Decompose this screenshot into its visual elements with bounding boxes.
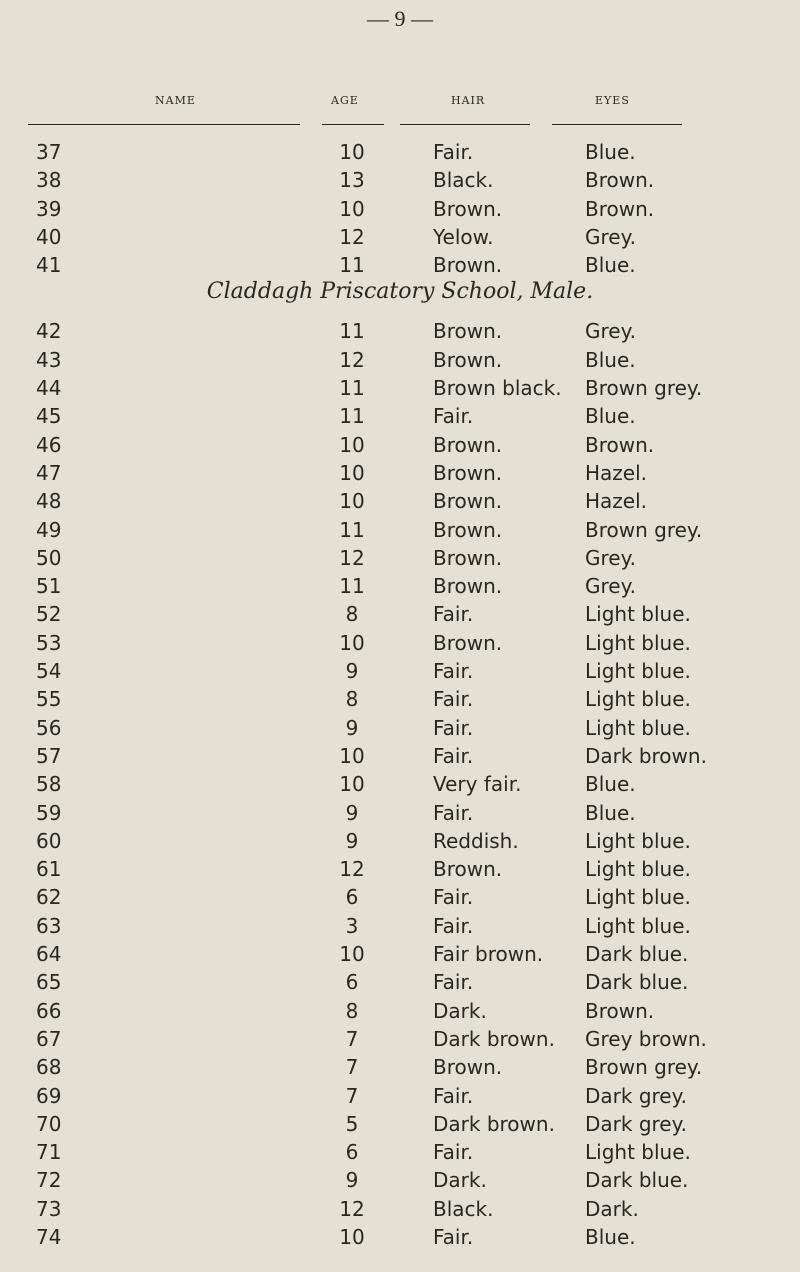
entry-age: 9 — [345, 828, 359, 853]
entry-number: 50 — [36, 545, 62, 570]
entry-age: 10 — [339, 432, 365, 457]
entry-age: 10 — [339, 489, 365, 514]
entry-age: 8 — [345, 602, 359, 627]
table-row — [0, 600, 800, 628]
entry-hair: Fair. — [433, 1083, 474, 1108]
table-row — [0, 1110, 800, 1138]
entry-age: 5 — [345, 1111, 359, 1136]
entry-hair: Brown. — [433, 319, 503, 344]
register-table — [0, 138, 800, 1251]
header-rule-eyes — [552, 124, 682, 125]
table-row — [0, 1138, 800, 1166]
entry-eyes: Light blue. — [585, 828, 691, 853]
entry-hair: Brown. — [433, 857, 503, 882]
entry-number: 66 — [36, 998, 62, 1023]
entry-number: 64 — [36, 942, 62, 967]
entry-hair: Fair brown. — [433, 942, 544, 967]
entry-eyes: Light blue. — [585, 1140, 691, 1165]
table-row — [0, 742, 800, 770]
entry-hair: Fair. — [433, 885, 474, 910]
entry-number: 69 — [36, 1083, 62, 1108]
entry-age: 9 — [345, 715, 359, 740]
entry-eyes: Blue. — [585, 404, 636, 429]
entry-hair: Brown. — [433, 489, 503, 514]
entry-eyes: Brown grey. — [585, 1055, 703, 1080]
entry-number: 42 — [36, 319, 62, 344]
table-row — [0, 1025, 800, 1053]
entry-eyes: Light blue. — [585, 885, 691, 910]
entry-hair: Brown black. — [433, 376, 562, 401]
entry-hair: Brown. — [433, 517, 503, 542]
entry-number: 49 — [36, 517, 62, 542]
entry-eyes: Blue. — [585, 140, 636, 164]
entry-age: 13 — [339, 168, 365, 193]
entry-age: 7 — [345, 1083, 359, 1108]
table-row — [0, 968, 800, 996]
table-row — [0, 1223, 800, 1251]
entry-hair: Fair. — [433, 404, 474, 429]
entry-hair: Brown. — [433, 196, 503, 221]
entry-eyes: Brown. — [585, 998, 655, 1023]
entry-hair: Fair. — [433, 659, 474, 684]
entry-eyes: Blue. — [585, 1224, 636, 1249]
entry-eyes: Light blue. — [585, 857, 691, 882]
entry-age: 11 — [339, 319, 365, 344]
entry-hair: Dark brown. — [433, 1111, 555, 1136]
entry-age: 10 — [339, 460, 365, 485]
entry-age: 10 — [339, 1224, 365, 1249]
entry-number: 47 — [36, 460, 62, 485]
entry-number: 45 — [36, 404, 62, 429]
entry-hair: Fair. — [433, 743, 474, 768]
register-group-1 — [0, 138, 800, 279]
entry-hair: Brown. — [433, 460, 503, 485]
table-row — [0, 431, 800, 459]
entry-age: 6 — [345, 970, 359, 995]
entry-hair: Dark. — [433, 998, 487, 1023]
entry-eyes: Grey. — [585, 319, 636, 344]
entry-eyes: Brown. — [585, 196, 655, 221]
entry-hair: Fair. — [433, 715, 474, 740]
section-heading-row — [0, 279, 800, 317]
entry-eyes: Dark grey. — [585, 1111, 687, 1136]
entry-age: 7 — [345, 1055, 359, 1080]
entry-hair: Fair. — [433, 970, 474, 995]
header-name: NAME — [155, 94, 196, 107]
table-row — [0, 374, 800, 402]
table-row — [0, 940, 800, 968]
table-row — [0, 827, 800, 855]
entry-hair: Fair. — [433, 602, 474, 627]
entry-age: 8 — [345, 687, 359, 712]
entry-number: 60 — [36, 828, 62, 853]
entry-number: 38 — [36, 168, 62, 193]
entry-eyes: Grey. — [585, 574, 636, 599]
entry-age: 10 — [339, 743, 365, 768]
entry-number: 54 — [36, 659, 62, 684]
table-row — [0, 1166, 800, 1194]
entry-hair: Fair. — [433, 1224, 474, 1249]
table-row — [0, 997, 800, 1025]
entry-eyes: Grey brown. — [585, 1026, 707, 1051]
entry-hair: Brown. — [433, 630, 503, 655]
table-row — [0, 1195, 800, 1223]
entry-number: 62 — [36, 885, 62, 910]
entry-age: 7 — [345, 1026, 359, 1051]
entry-eyes: Grey. — [585, 545, 636, 570]
entry-hair: Brown. — [433, 253, 503, 278]
page-number: — 9 — — [367, 6, 433, 31]
entry-eyes: Brown grey. — [585, 376, 703, 401]
entry-hair: Reddish. — [433, 828, 519, 853]
table-row — [0, 855, 800, 883]
entry-age: 6 — [345, 1140, 359, 1165]
entry-hair: Fair. — [433, 1140, 474, 1165]
table-row — [0, 346, 800, 374]
entry-eyes: Blue. — [585, 800, 636, 825]
section-title: Claddagh Priscatory School, Male. — [206, 279, 594, 305]
entry-number: 73 — [36, 1196, 62, 1221]
entry-hair: Brown. — [433, 347, 503, 372]
entry-age: 12 — [339, 347, 365, 372]
table-row — [0, 516, 800, 544]
entry-number: 71 — [36, 1140, 62, 1165]
entry-hair: Fair. — [433, 687, 474, 712]
entry-number: 46 — [36, 432, 62, 457]
entry-hair: Fair. — [433, 913, 474, 938]
entry-number: 63 — [36, 913, 62, 938]
entry-number: 68 — [36, 1055, 62, 1080]
entry-number: 55 — [36, 687, 62, 712]
entry-number: 44 — [36, 376, 62, 401]
entry-eyes: Light blue. — [585, 687, 691, 712]
entry-eyes: Light blue. — [585, 602, 691, 627]
table-row — [0, 195, 800, 223]
entry-eyes: Light blue. — [585, 659, 691, 684]
entry-number: 74 — [36, 1224, 62, 1249]
register-group-2 — [0, 317, 800, 1251]
table-row — [0, 317, 800, 345]
table-row — [0, 714, 800, 742]
entry-number: 61 — [36, 857, 62, 882]
entry-age: 3 — [345, 913, 359, 938]
table-row — [0, 770, 800, 798]
entry-age: 12 — [339, 857, 365, 882]
entry-eyes: Light blue. — [585, 913, 691, 938]
table-row — [0, 251, 800, 279]
entry-number: 70 — [36, 1111, 62, 1136]
entry-hair: Dark. — [433, 1168, 487, 1193]
entry-age: 8 — [345, 998, 359, 1023]
entry-hair: Black. — [433, 1196, 494, 1221]
entry-number: 52 — [36, 602, 62, 627]
entry-number: 40 — [36, 224, 62, 249]
entry-age: 11 — [339, 517, 365, 542]
entry-age: 6 — [345, 885, 359, 910]
entry-age: 11 — [339, 574, 365, 599]
entry-number: 58 — [36, 772, 62, 797]
entry-hair: Yelow. — [433, 224, 494, 249]
table-row — [0, 487, 800, 515]
entry-eyes: Hazel. — [585, 460, 648, 485]
table-row — [0, 544, 800, 572]
header-rule-name — [28, 124, 300, 125]
entry-number: 39 — [36, 196, 62, 221]
entry-hair: Very fair. — [433, 772, 522, 797]
entry-hair: Brown. — [433, 1055, 503, 1080]
entry-eyes: Grey. — [585, 224, 636, 249]
entry-eyes: Hazel. — [585, 489, 648, 514]
entry-age: 12 — [339, 224, 365, 249]
entry-eyes: Dark. — [585, 1196, 639, 1221]
entry-eyes: Dark blue. — [585, 1168, 689, 1193]
table-row — [0, 402, 800, 430]
entry-eyes: Brown. — [585, 168, 655, 193]
table-row — [0, 685, 800, 713]
table-row — [0, 629, 800, 657]
table-row — [0, 912, 800, 940]
entry-age: 12 — [339, 1196, 365, 1221]
entry-age: 12 — [339, 545, 365, 570]
entry-age: 9 — [345, 1168, 359, 1193]
entry-number: 72 — [36, 1168, 62, 1193]
entry-number: 67 — [36, 1026, 62, 1051]
table-row — [0, 223, 800, 251]
entry-age: 10 — [339, 140, 365, 164]
entry-eyes: Blue. — [585, 347, 636, 372]
table-row — [0, 459, 800, 487]
entry-age: 11 — [339, 376, 365, 401]
entry-number: 59 — [36, 800, 62, 825]
entry-eyes: Dark brown. — [585, 743, 707, 768]
entry-number: 65 — [36, 970, 62, 995]
table-row — [0, 1053, 800, 1081]
table-row — [0, 883, 800, 911]
entry-age: 10 — [339, 772, 365, 797]
header-eyes: EYES — [595, 94, 630, 107]
header-rule-age — [322, 124, 384, 125]
entry-age: 11 — [339, 404, 365, 429]
table-row — [0, 657, 800, 685]
entry-number: 51 — [36, 574, 62, 599]
entry-eyes: Dark grey. — [585, 1083, 687, 1108]
table-row — [0, 799, 800, 827]
entry-number: 53 — [36, 630, 62, 655]
entry-hair: Brown. — [433, 432, 503, 457]
entry-number: 56 — [36, 715, 62, 740]
entry-hair: Brown. — [433, 545, 503, 570]
entry-age: 9 — [345, 659, 359, 684]
entry-hair: Fair. — [433, 800, 474, 825]
header-age: AGE — [331, 94, 359, 107]
entry-age: 10 — [339, 630, 365, 655]
entry-age: 10 — [339, 196, 365, 221]
header-rule-hair — [400, 124, 530, 125]
entry-number: 48 — [36, 489, 62, 514]
entry-number: 37 — [36, 140, 62, 164]
entry-age: 11 — [339, 253, 365, 278]
entry-hair: Brown. — [433, 574, 503, 599]
entry-hair: Fair. — [433, 140, 474, 164]
header-hair: HAIR — [451, 94, 486, 107]
table-row — [0, 138, 800, 166]
entry-hair: Dark brown. — [433, 1026, 555, 1051]
entry-number: 41 — [36, 253, 62, 278]
entry-eyes: Blue. — [585, 772, 636, 797]
table-row — [0, 166, 800, 194]
entry-number: 57 — [36, 743, 62, 768]
entry-eyes: Brown grey. — [585, 517, 703, 542]
entry-eyes: Dark blue. — [585, 970, 689, 995]
table-row — [0, 1082, 800, 1110]
entry-number: 43 — [36, 347, 62, 372]
entry-eyes: Light blue. — [585, 630, 691, 655]
entry-age: 9 — [345, 800, 359, 825]
entry-eyes: Blue. — [585, 253, 636, 278]
entry-eyes: Brown. — [585, 432, 655, 457]
entry-age: 10 — [339, 942, 365, 967]
entry-eyes: Dark blue. — [585, 942, 689, 967]
table-row — [0, 572, 800, 600]
entry-hair: Black. — [433, 168, 494, 193]
entry-eyes: Light blue. — [585, 715, 691, 740]
